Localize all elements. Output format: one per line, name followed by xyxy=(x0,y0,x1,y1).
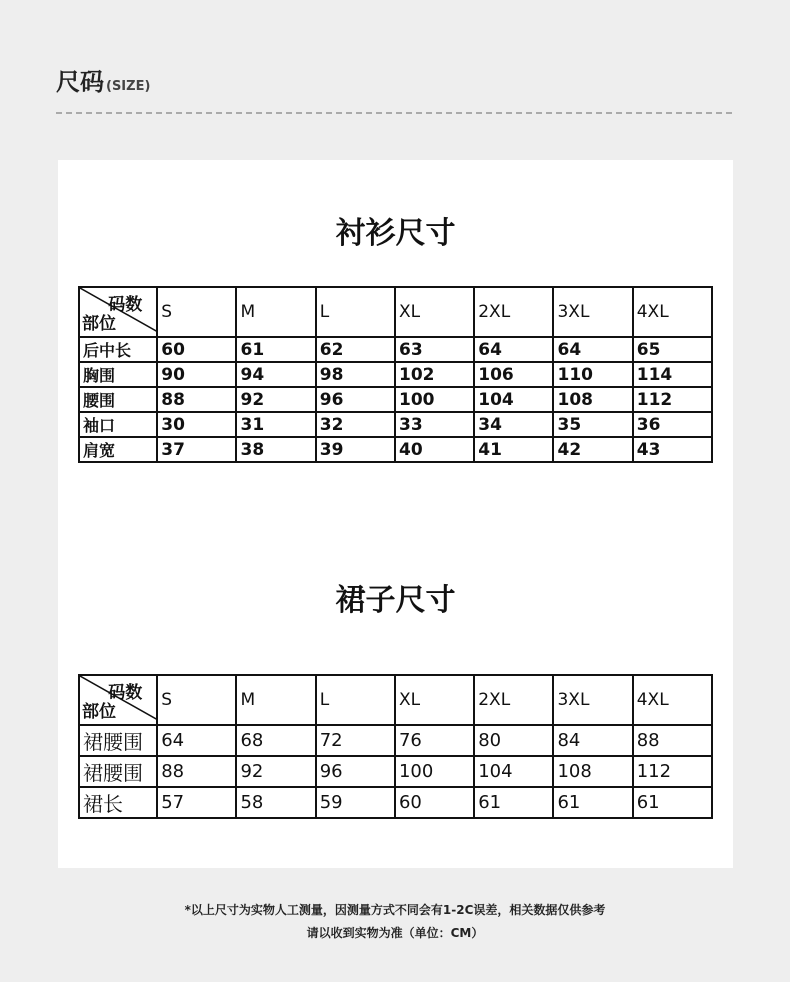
table-row xyxy=(79,437,712,462)
size-chart-card xyxy=(58,160,733,868)
table-cell: 39 xyxy=(316,437,395,462)
table-cell: 31 xyxy=(236,412,315,437)
size-header: S xyxy=(157,675,236,725)
table-cell: 62 xyxy=(316,337,395,362)
corner-label-part: 部位 xyxy=(82,702,116,722)
table-cell: 64 xyxy=(157,725,236,756)
page-title: 尺码 xyxy=(56,68,104,96)
table-cell: 88 xyxy=(157,387,236,412)
row-label: 腰围 xyxy=(79,387,157,412)
size-header: M xyxy=(236,675,315,725)
table-cell: 34 xyxy=(474,412,553,437)
table-cell: 42 xyxy=(553,437,632,462)
table-row xyxy=(79,362,712,387)
table-cell: 61 xyxy=(633,787,712,818)
table-cell: 43 xyxy=(633,437,712,462)
row-label: 裙腰围 xyxy=(79,725,157,756)
table-corner-cell xyxy=(79,287,157,337)
table-header-row xyxy=(79,675,712,725)
table-cell: 61 xyxy=(474,787,553,818)
table-cell: 92 xyxy=(236,387,315,412)
table-cell: 59 xyxy=(316,787,395,818)
table-cell: 108 xyxy=(553,387,632,412)
row-label: 胸围 xyxy=(79,362,157,387)
table-cell: 32 xyxy=(316,412,395,437)
page-subtitle: (SIZE) xyxy=(106,79,151,94)
table-cell: 38 xyxy=(236,437,315,462)
size-header: S xyxy=(157,287,236,337)
table-cell: 106 xyxy=(474,362,553,387)
table-cell: 84 xyxy=(553,725,632,756)
table-cell: 96 xyxy=(316,756,395,787)
table-cell: 36 xyxy=(633,412,712,437)
table-row xyxy=(79,725,712,756)
table-cell: 30 xyxy=(157,412,236,437)
skirt-size-table xyxy=(78,674,713,819)
table-cell: 88 xyxy=(633,725,712,756)
table-cell: 104 xyxy=(474,387,553,412)
table-cell: 33 xyxy=(395,412,474,437)
table-cell: 96 xyxy=(316,387,395,412)
table-cell: 58 xyxy=(236,787,315,818)
corner-label-size: 码数 xyxy=(108,295,143,315)
size-header: 2XL xyxy=(474,675,553,725)
row-label: 裙腰围 xyxy=(79,756,157,787)
table-cell: 98 xyxy=(316,362,395,387)
table-cell: 68 xyxy=(236,725,315,756)
table-header-row xyxy=(79,287,712,337)
table-row xyxy=(79,337,712,362)
table-cell: 110 xyxy=(553,362,632,387)
table-cell: 60 xyxy=(157,337,236,362)
table-cell: 40 xyxy=(395,437,474,462)
table-cell: 63 xyxy=(395,337,474,362)
shirt-size-table xyxy=(78,286,713,463)
table-cell: 61 xyxy=(553,787,632,818)
row-label: 袖口 xyxy=(79,412,157,437)
size-header: XL xyxy=(395,675,474,725)
table-cell: 65 xyxy=(633,337,712,362)
size-header: XL xyxy=(395,287,474,337)
table-cell: 64 xyxy=(553,337,632,362)
table-row xyxy=(79,787,712,818)
table-cell: 57 xyxy=(157,787,236,818)
table-cell: 112 xyxy=(633,387,712,412)
table-cell: 35 xyxy=(553,412,632,437)
corner-label-size: 码数 xyxy=(108,683,143,703)
table-cell: 88 xyxy=(157,756,236,787)
row-label: 后中长 xyxy=(79,337,157,362)
table-cell: 60 xyxy=(395,787,474,818)
size-header: 4XL xyxy=(633,287,712,337)
page-header xyxy=(56,62,150,97)
table-row xyxy=(79,387,712,412)
corner-label-part: 部位 xyxy=(82,314,116,334)
footer-note: *以上尺寸为实物人工测量，因测量方式不同会有1-2C误差，相关数据仅供参考 xyxy=(184,903,606,917)
table-cell: 94 xyxy=(236,362,315,387)
table-cell: 108 xyxy=(553,756,632,787)
shirt-section-title: 衬衫尺寸 xyxy=(335,216,456,251)
row-label: 肩宽 xyxy=(79,437,157,462)
size-header: L xyxy=(316,287,395,337)
size-header: 4XL xyxy=(633,675,712,725)
size-header: 3XL xyxy=(553,675,632,725)
table-cell: 112 xyxy=(633,756,712,787)
table-cell: 37 xyxy=(157,437,236,462)
table-cell: 100 xyxy=(395,387,474,412)
header-divider xyxy=(56,112,732,114)
table-cell: 100 xyxy=(395,756,474,787)
table-cell: 61 xyxy=(236,337,315,362)
table-cell: 80 xyxy=(474,725,553,756)
size-header: 2XL xyxy=(474,287,553,337)
table-cell: 41 xyxy=(474,437,553,462)
table-corner-cell xyxy=(79,675,157,725)
table-cell: 114 xyxy=(633,362,712,387)
row-label: 裙长 xyxy=(79,787,157,818)
table-cell: 76 xyxy=(395,725,474,756)
table-cell: 64 xyxy=(474,337,553,362)
table-row xyxy=(79,412,712,437)
footer-unit-note: 请以收到实物为准（单位：CM） xyxy=(306,926,484,940)
size-header: L xyxy=(316,675,395,725)
skirt-section-title: 裙子尺寸 xyxy=(335,583,456,618)
table-row xyxy=(79,756,712,787)
size-header: M xyxy=(236,287,315,337)
table-cell: 104 xyxy=(474,756,553,787)
table-cell: 102 xyxy=(395,362,474,387)
table-cell: 90 xyxy=(157,362,236,387)
table-cell: 72 xyxy=(316,725,395,756)
table-cell: 92 xyxy=(236,756,315,787)
size-header: 3XL xyxy=(553,287,632,337)
